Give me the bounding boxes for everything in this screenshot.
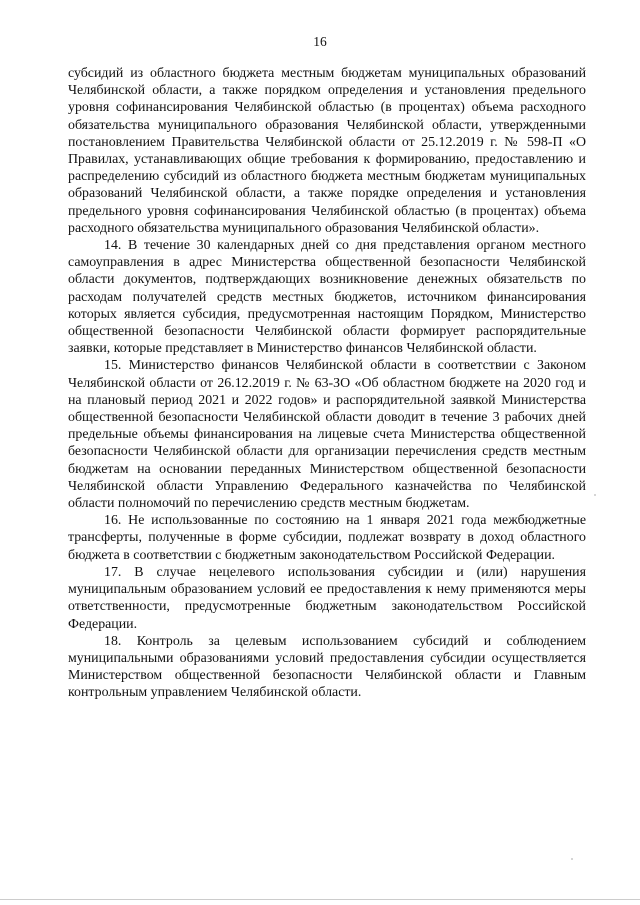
paragraph-18: 18. Контроль за целевым использованием субсидий и соблюдением муниципальными образованиями условий предоставления субсидии осуществляется Министерством общественной безопасности Челябинской области и Главным контрольным управлением Челябинской области. bbox=[68, 633, 586, 701]
scan-bottom-edge bbox=[0, 899, 640, 900]
scan-artifact-speck bbox=[594, 494, 596, 496]
paragraph-14: 14. В течение 30 календарных дней со дня представления органом местного самоуправления в адрес Министерства общественной безопасности Челябинской области документов, подтверждающих возникновение денежных обязательств по расходам получателей средств местных бюджетов, источником финансирования которых является субсидия, предусмотренная настоящим Порядком, Министерство общественной безопасности Челябинской области формирует распорядительные заявки, которые представляет в Министерство финансов Челябинской области. bbox=[68, 238, 586, 357]
paragraph-17: 17. В случае нецелевого использования субсидии и (или) нарушения муниципальным образованием условий ее предоставления к нему применяются меры ответственности, предусмотренные бюджетным законодательством Российской Федерации. bbox=[68, 564, 586, 632]
document-body bbox=[68, 65, 586, 702]
scan-artifact-speck bbox=[571, 858, 573, 860]
paragraph-15: 15. Министерство финансов Челябинской области в соответствии с Законом Челябинской области от 26.12.2019 г. № 63-ЗО «Об областном бюджете на 2020 год и на плановый период 2021 и 2022 годов» и распорядительной заявкой Министерства общественной безопасности Челябинской области доводит в течение 3 рабочих дней предельные объемы финансирования на лицевые счета Министерства общественной безопасности Челябинской области для организации перечисления средств местным бюджетам на основании переданных Министерством общественной безопасности Челябинской области Управлению Федерального казначейства по Челябинской области полномочий по перечислению средств местным бюджетам. bbox=[68, 358, 586, 512]
page-number: 16 bbox=[313, 34, 327, 49]
paragraph-16: 16. Не использованные по состоянию на 1 января 2021 года межбюджетные трансферты, полученные в форме субсидии, подлежат возврату в доход областного бюджета в соответствии с бюджетным законодательством Российской Федерации. bbox=[68, 513, 586, 563]
paragraph-continuation: субсидий из областного бюджета местным бюджетам муниципальных образований Челябинской области, а также порядком определения и установления предельного уровня софинансирования Челябинской областью (в процентах) объема расходного обязательства муниципального образования Челябинской области, утвержденными постановлением Правительства Челябинской области от 25.12.2019 г. № 598-П «О Правилах, устанавливающих общие требования к формированию, предоставлению и распределению субсидий из областного бюджета местным бюджетам муниципальных образований Челябинской области, а также порядке определения и установления предельного уровня софинансирования Челябинской областью (в процентах) объема расходного обязательства муниципального образования Челябинской области». bbox=[68, 66, 586, 236]
